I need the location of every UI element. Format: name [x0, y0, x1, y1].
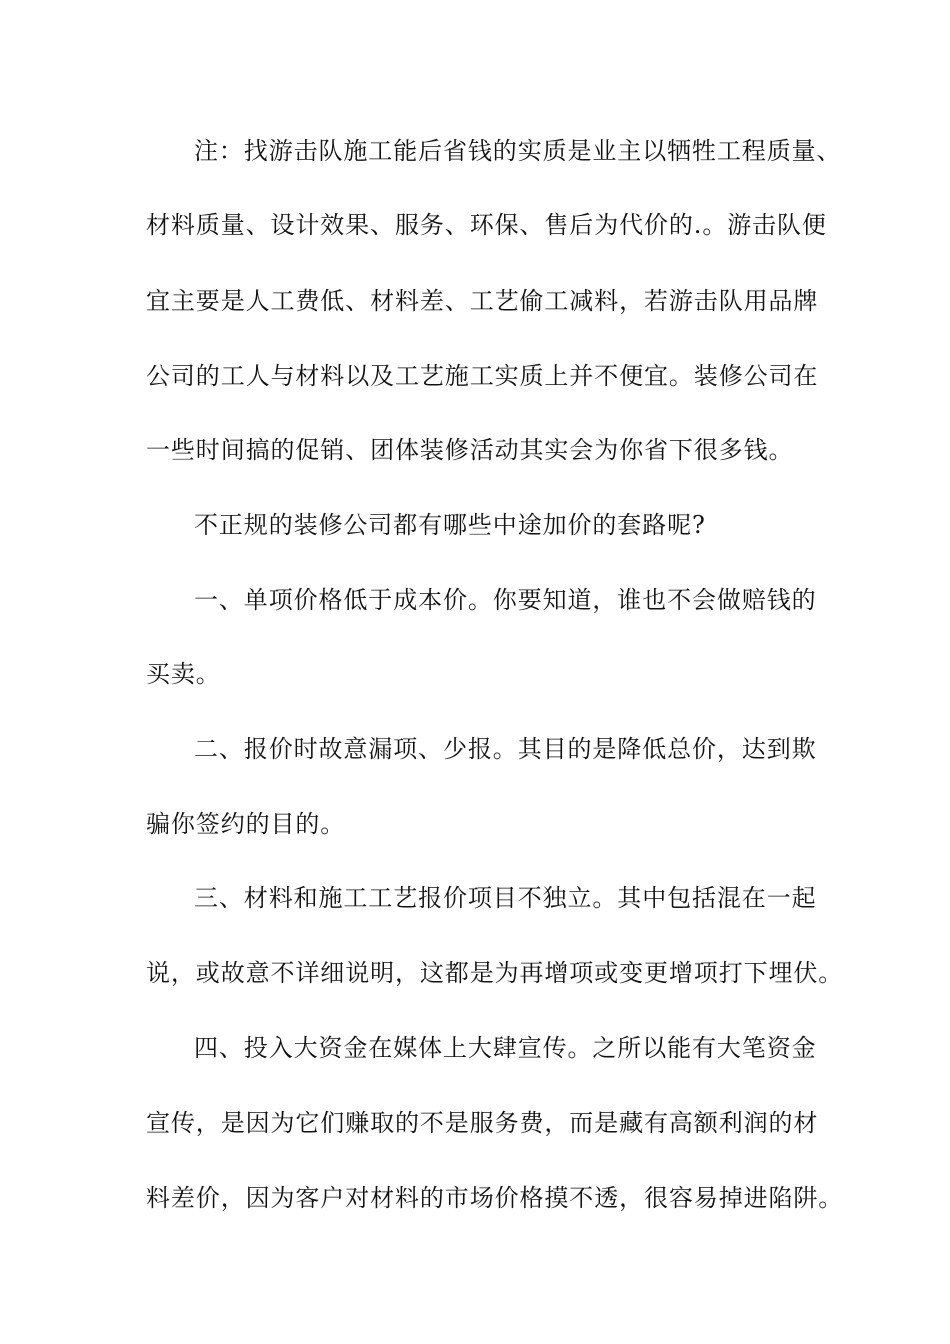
paragraph-line: 材料质量、设计效果、服务、环保、售后为代价的.。游击队便 [146, 211, 827, 239]
paragraph-line: 宣传，是因为它们赚取的不是服务费，而是藏有高额利润的材 [146, 1109, 819, 1137]
paragraph-line: 三、材料和施工工艺报价项目不独立。其中包括混在一起 [194, 884, 817, 912]
paragraph-line: 二、报价时故意漏项、少报。其目的是降低总价，达到欺 [194, 735, 817, 763]
paragraph-line: 料差价，因为客户对材料的市场价格摸不透，很容易掉进陷阱。 [146, 1184, 844, 1212]
paragraph-line: 买卖。 [146, 660, 221, 688]
paragraph-line: 不正规的装修公司都有哪些中途加价的套路呢? [194, 511, 706, 539]
paragraph-line: 注：找游击队施工能后省钱的实质是业主以牺牲工程质量、 [194, 137, 842, 165]
paragraph-line: 公司的工人与材料以及工艺施工实质上并不便宜。装修公司在 [146, 362, 819, 390]
paragraph-line: 说，或故意不详细说明，这都是为再增项或变更增项打下埋伏。 [146, 959, 844, 987]
paragraph-line: 一些时间搞的促销、团体装修活动其实会为你省下很多钱。 [146, 436, 794, 464]
paragraph-line: 四、投入大资金在媒体上大肆宣传。之所以能有大笔资金 [194, 1034, 817, 1062]
paragraph-line: 宜主要是人工费低、材料差、工艺偷工减料，若游击队用品牌 [146, 287, 819, 315]
paragraph-line: 骗你签约的目的。 [146, 810, 346, 838]
paragraph-line: 一、单项价格低于成本价。你要知道，谁也不会做赔钱的 [194, 586, 817, 614]
